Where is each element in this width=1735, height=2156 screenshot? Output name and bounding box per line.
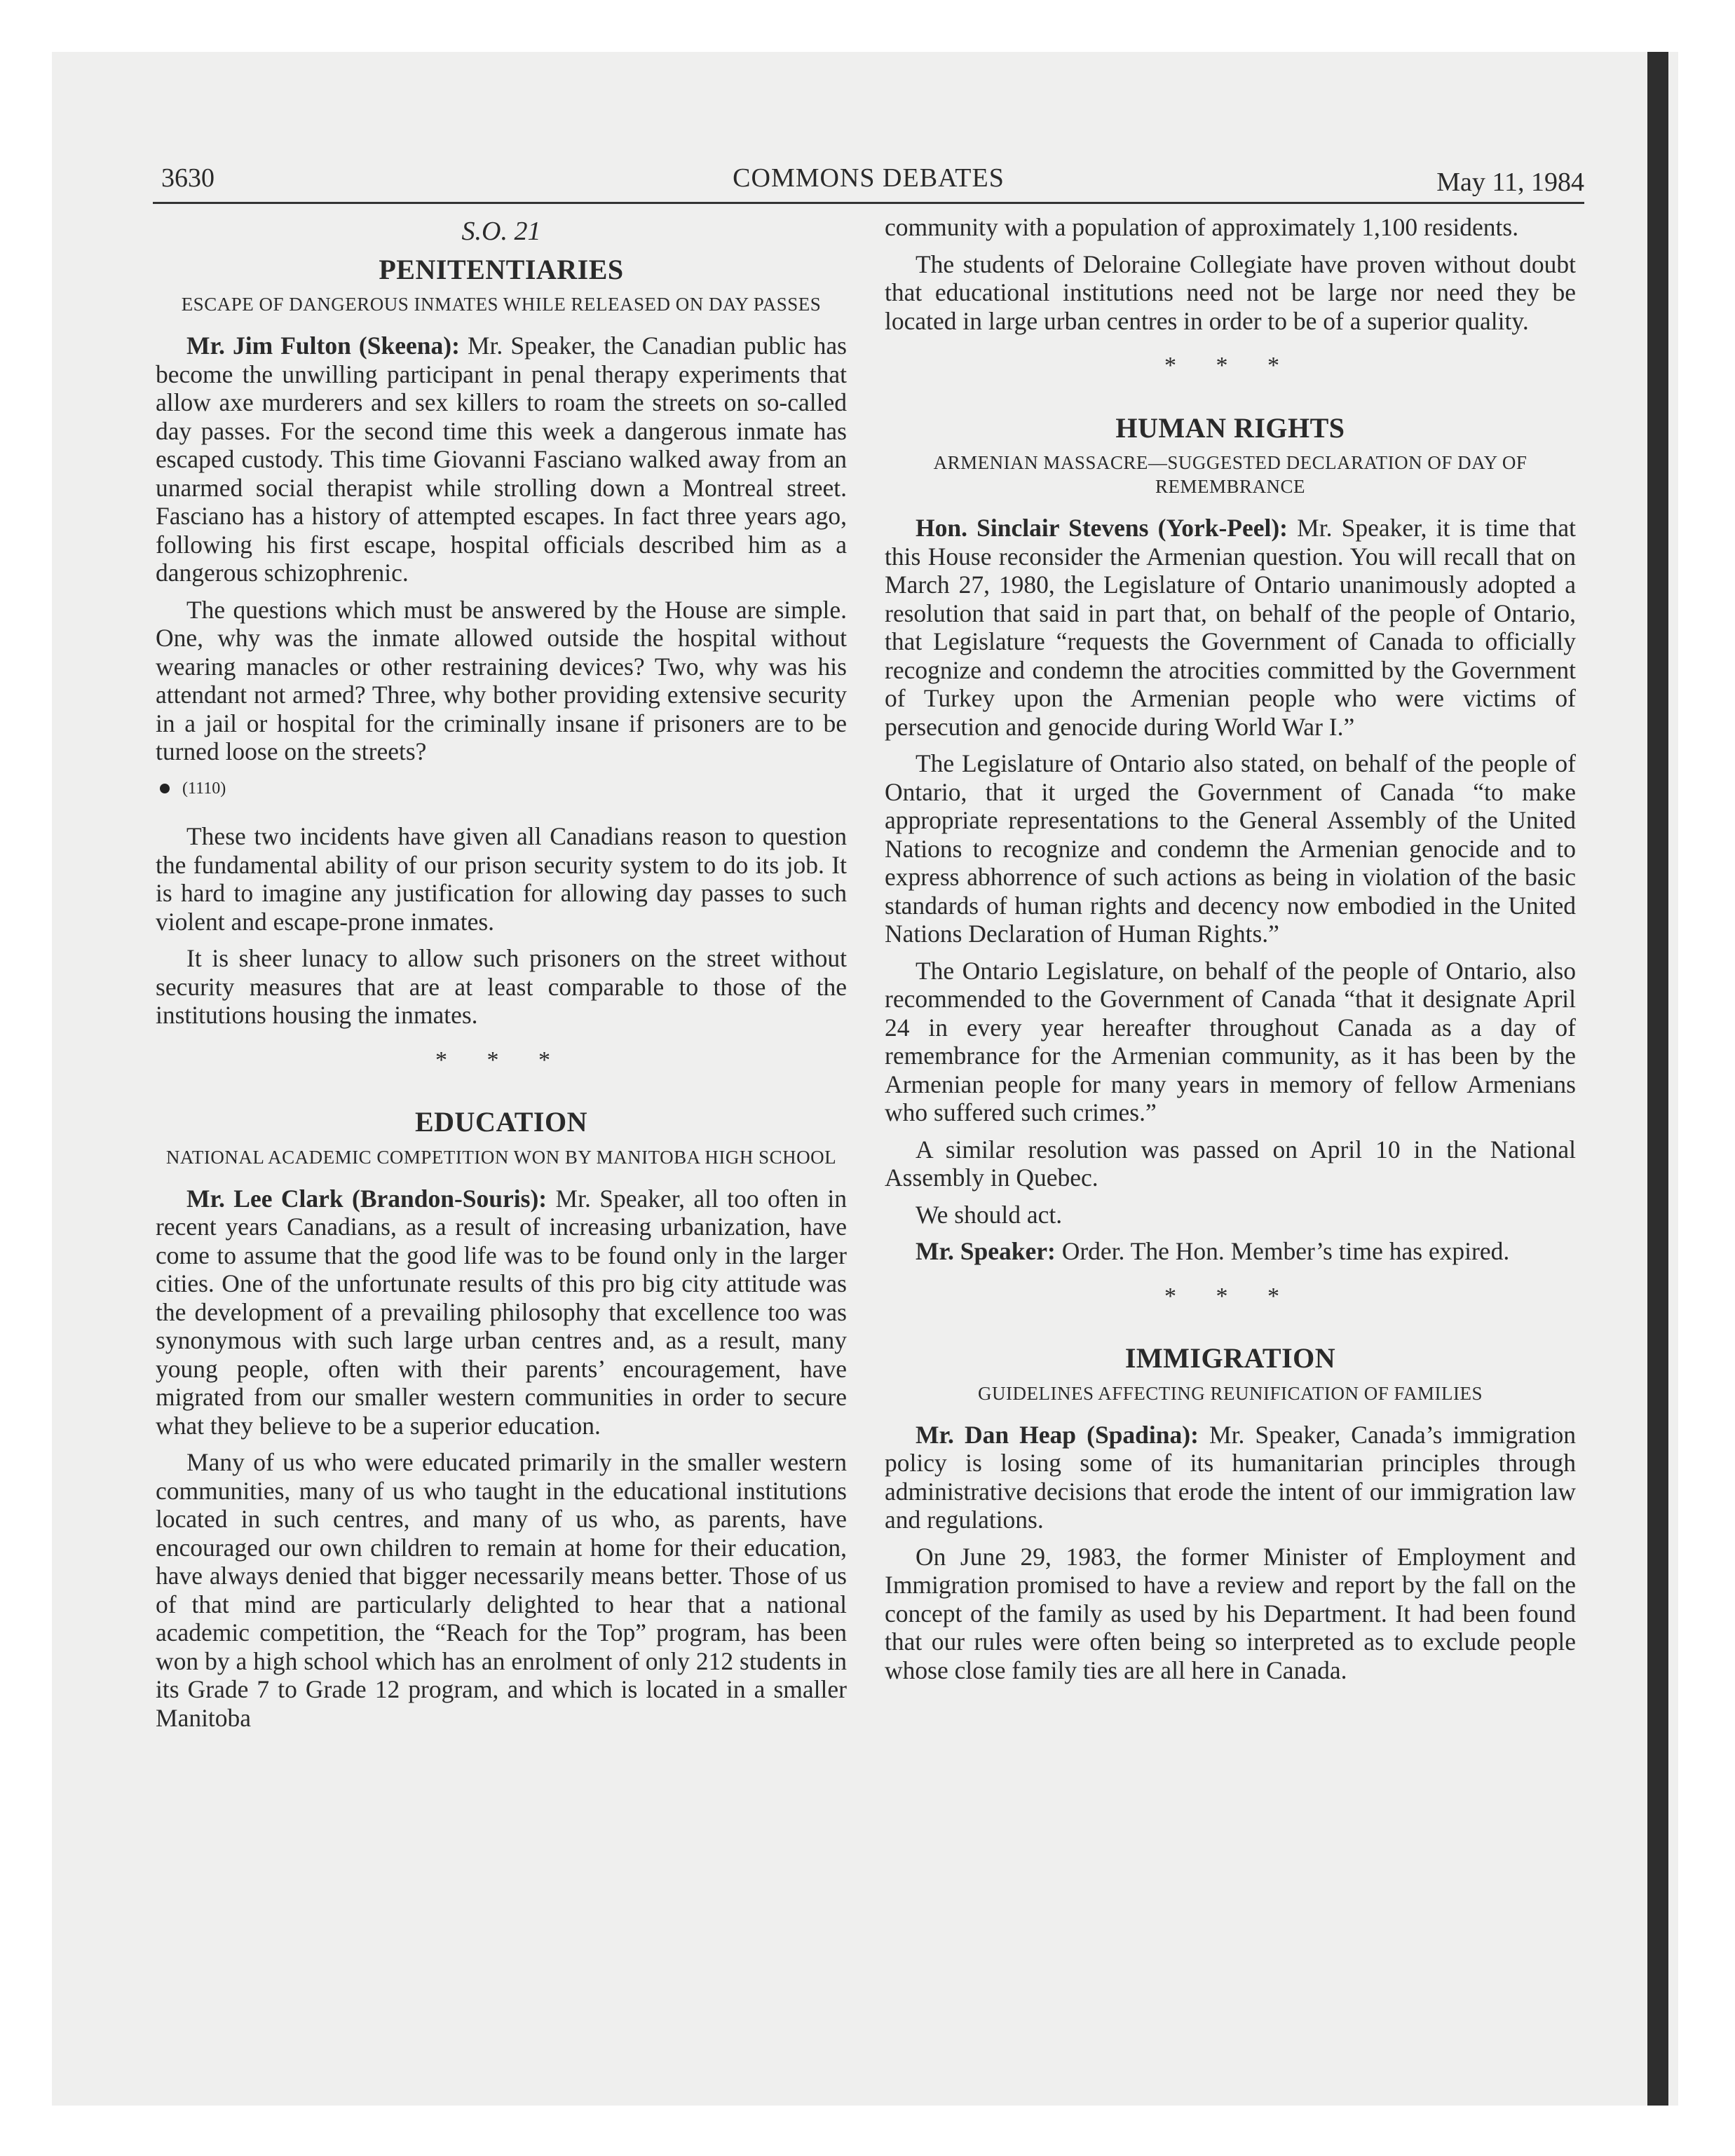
paragraph: Mr. Lee Clark (Brandon-Souris): Mr. Speaker, all too often in recent years Canadians, as a result of increasing urbanization, have come to assume that the good life was to be found only in the larger cities. One of the unfortunate results of this pro big city attitude was the development of a prevailing philosophy that excellence too was synonymous with such large urban centres and, as a result, many young people, often with their parents’ encouragement, have migrated from our smaller western communities in order to secure what they believe to be a superior education. bbox=[156, 1184, 848, 1440]
speaker-name: Mr. Dan Heap (Spadina): bbox=[916, 1420, 1199, 1449]
speaker-name: Mr. Lee Clark (Brandon-Souris): bbox=[186, 1184, 547, 1213]
running-header bbox=[153, 163, 1584, 204]
left-column bbox=[156, 213, 847, 1740]
bullet-icon bbox=[160, 784, 170, 793]
section-separator: * * * bbox=[1164, 1283, 1296, 1309]
section-subheading-penitentiaries: ESCAPE OF DANGEROUS INMATES WHILE RELEASED ON DAY PASSES bbox=[181, 294, 822, 315]
paragraph: A similar resolution was passed on April 10 in the National Assembly in Quebec. bbox=[885, 1135, 1576, 1192]
section-heading-human-rights: HUMAN RIGHTS bbox=[1115, 411, 1345, 444]
paragraph: On June 29, 1983, the former Minister of Employment and Immigration promised to have a review and report by the fall on the concept of the family as used by his Department. It had been found that our rules were often being so interpreted as to exclude people whose close family ties are all here in Canada. bbox=[885, 1542, 1576, 1684]
paragraph: The students of Deloraine Collegiate have proven without doubt that educational institutions need not be large nor need they be located in large urban centres in order to be of a superior quality. bbox=[885, 250, 1576, 335]
time-marker: (1110) bbox=[160, 775, 847, 803]
paragraph: Mr. Dan Heap (Spadina): Mr. Speaker, Canada’s immigration policy is losing some of its humanitarian principles through administrative decisions that erode the intent of our immigration law and regulations. bbox=[885, 1420, 1577, 1534]
section-subheading-immigration: GUIDELINES AFFECTING REUNIFICATION OF FAMILIES bbox=[977, 1382, 1483, 1404]
section-separator: * * * bbox=[435, 1046, 567, 1073]
section-separator: * * * bbox=[1164, 353, 1296, 378]
speaker-name: Mr. Jim Fulton (Skeena): bbox=[186, 332, 460, 360]
section-heading-education: EDUCATION bbox=[414, 1106, 587, 1138]
paragraph: The Legislature of Ontario also stated, on behalf of the people of Ontario, that it urged the Government of Canada “to make appropriate representations to the General Assembly of the United Nations to recognize and condemn the Armenian genocide and to express abhorrence of such actions as being in violation of the basic standards of human rights and decency now embodied in the United Nations Declaration of Human Rights.” bbox=[885, 749, 1576, 948]
paragraph: Mr. Jim Fulton (Skeena): Mr. Speaker, the Canadian public has become the unwilling participant in penal therapy experiments that allow axe murderers and sex killers to roam the streets on so-called day passes. For the second time this week a dangerous inmate has escaped custody. This time Giovanni Fasciano walked away from an unarmed social therapist while strolling down a Montreal street. Fasciano has a history of attempted escapes. In fact three years ago, following his first escape, hospital officials described him as a dangerous schizophrenic. bbox=[156, 332, 847, 587]
right-column bbox=[885, 213, 1576, 1693]
paragraph: It is sheer lunacy to allow such prisoners on the street without security measures that are at least comparable to those of the institutions housing the inmates. bbox=[156, 944, 847, 1029]
speaker-name: Mr. Speaker: bbox=[916, 1237, 1056, 1265]
paragraph: Many of us who were educated primarily in the smaller western communities, many of us who taught in the educational institutions located in such centres, and many of us who, as parents, have encouraged our own children to remain at home for their education, have always denied that bigger necessarily means better. Those of us of that mind are particularly delighted to hear that a national academic competition, the “Reach for the Top” program, has been won by a high school which has an enrolment of only 212 students in its Grade 7 to Grade 12 program, and which is located in a smaller Manitoba bbox=[156, 1448, 847, 1732]
publication-title: COMMONS DEBATES bbox=[733, 163, 1005, 193]
page-number: 3630 bbox=[161, 163, 215, 193]
paragraph-continuation: community with a population of approximately 1,100 residents. bbox=[885, 213, 1519, 241]
paragraph: We should act. bbox=[916, 1200, 1063, 1229]
paragraph: These two incidents have given all Canadians reason to question the fundamental ability of our prison security system to do its job. It is hard to imagine any justification for allowing day passes to such violent and escape-prone inmates. bbox=[156, 822, 847, 936]
issue-date: May 11, 1984 bbox=[1436, 168, 1584, 197]
scan-edge-shadow bbox=[1647, 52, 1668, 2106]
speaker-name: Hon. Sinclair Stevens (York-Peel): bbox=[916, 514, 1288, 542]
paragraph: Mr. Speaker: Order. The Hon. Member’s time has expired. bbox=[916, 1237, 1510, 1265]
section-heading-immigration: IMMIGRATION bbox=[1124, 1342, 1336, 1374]
paragraph: The Ontario Legislature, on behalf of the people of Ontario, also recommended to the Government of Canada “that it designate April 24 in every year hereafter throughout Canada as a day of remembrance for the Armenian community, as it has been by the Armenian people for many years in memory of fellow Armenians who suffered such crimes.” bbox=[885, 956, 1576, 1126]
paragraph: The questions which must be answered by the House are simple. One, why was the inmate allowed outside the hospital without wearing manacles or other restraining devices? Two, why was his attendant not armed? Three, why bother providing extensive security in a jail or hospital for the criminally insane if prisoners are to be turned loose on the streets? bbox=[156, 595, 847, 765]
section-subheading-education: NATIONAL ACADEMIC COMPETITION WON BY MANITOBA HIGH SCHOOL bbox=[165, 1146, 837, 1168]
section-subheading-human-rights: ARMENIAN MASSACRE—SUGGESTED DECLARATION OF DAY OF REMEMBRANCE bbox=[933, 452, 1528, 497]
standing-order-label: S.O. 21 bbox=[461, 217, 541, 246]
section-heading-penitentiaries: PENITENTIARIES bbox=[379, 253, 624, 285]
paragraph: Hon. Sinclair Stevens (York-Peel): Mr. Speaker, it is time that this House reconsider the Armenian question. You will recall that on March 27, 1980, the Legislature of Ontario unanimously adopted a resolution that said in part that, on behalf of the people of Ontario, that Legislature “requests the Government of Canada to officially recognize and condemn the atrocities committed by the Government of Turkey upon the Armenian people who were victims of persecution and genocide during World War I.” bbox=[885, 514, 1576, 741]
